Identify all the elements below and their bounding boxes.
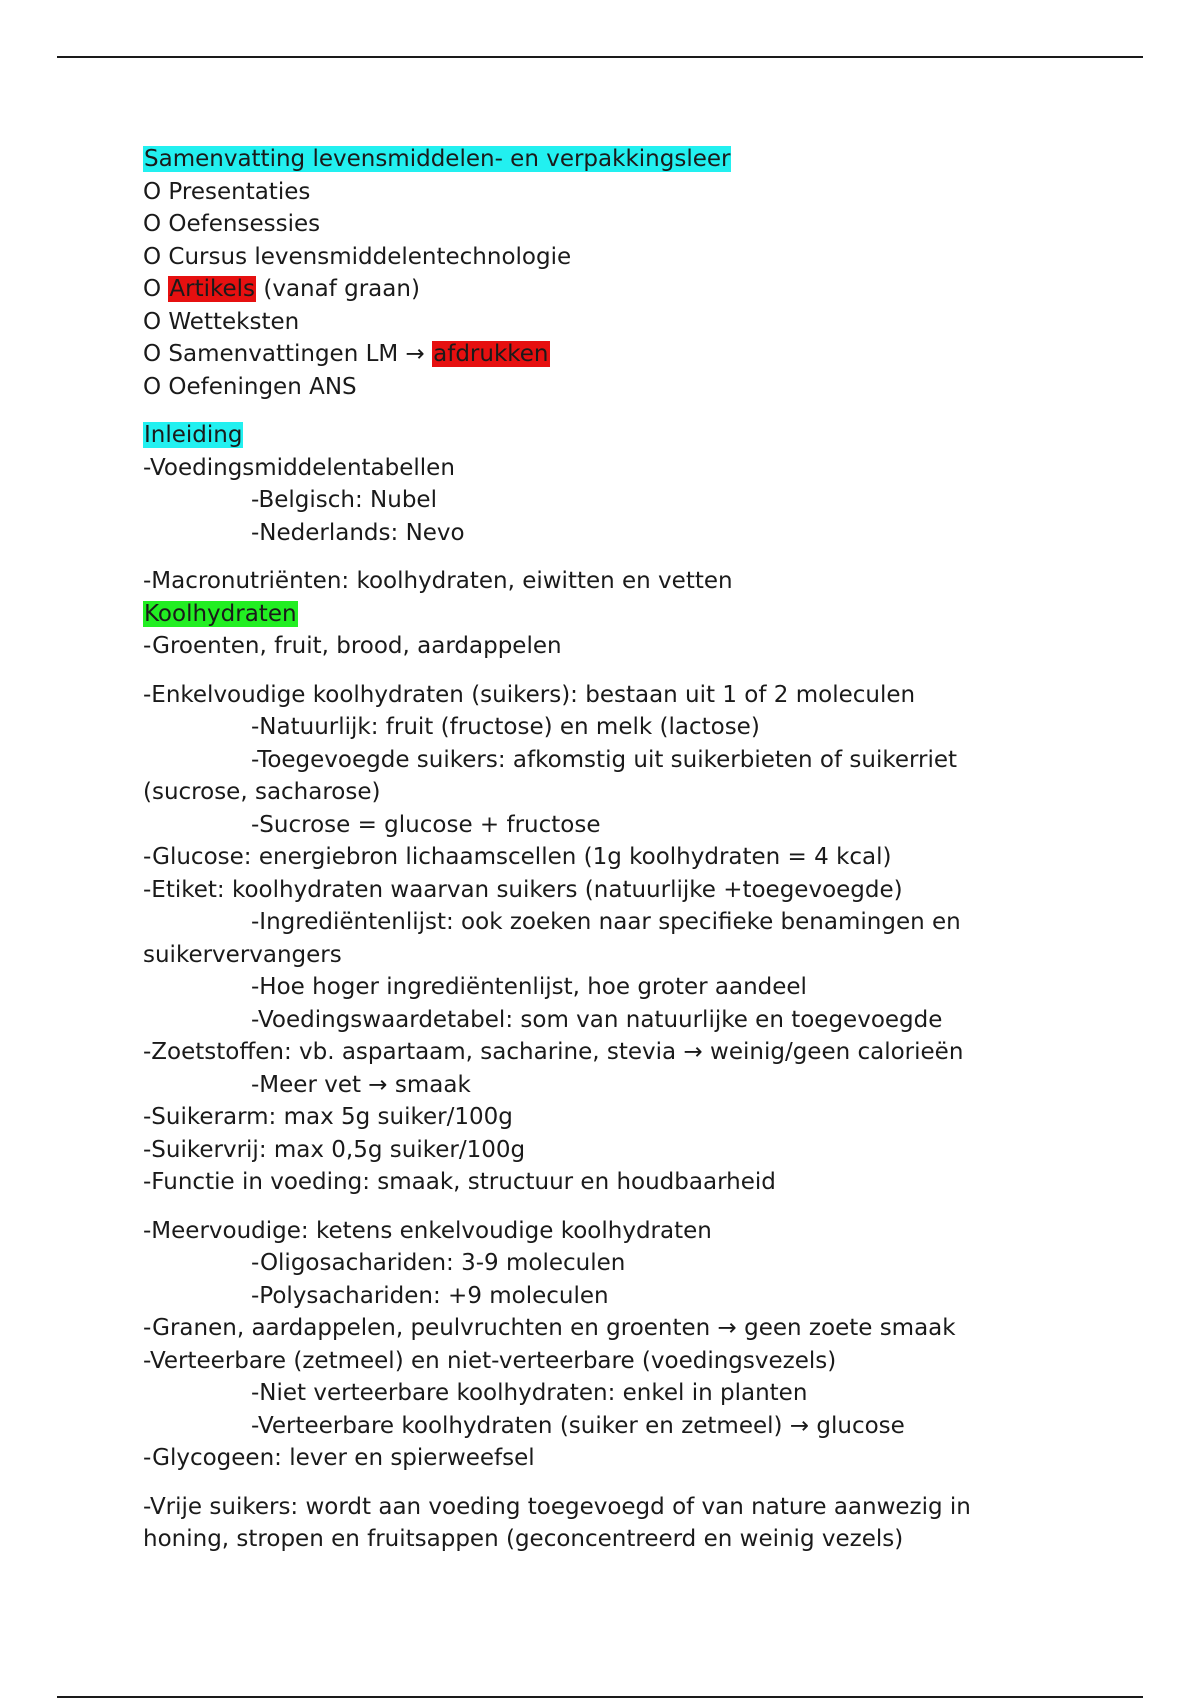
checklist-item-samenvattingen: O Samenvattingen LM → afdrukken: [143, 341, 549, 367]
header-rule: [57, 56, 1143, 58]
text-line: -Glucose: energiebron lichaamscellen (1g koolhydraten = 4 kcal): [143, 844, 892, 870]
text-line: -Voedingsmiddelentabellen: [143, 454, 455, 481]
text-line: -Hoe hoger ingrediëntenlijst, hoe groter aandeel: [251, 974, 807, 1000]
document-body: [143, 143, 1043, 1556]
text-line: -Meer vet → smaak: [251, 1071, 471, 1098]
artikels-highlight: Artikels: [169, 276, 256, 302]
text-line: -Macronutriënten: koolhydraten, eiwitten en vetten: [143, 568, 733, 594]
footer-rule: [57, 1696, 1143, 1698]
afdrukken-highlight: afdrukken: [433, 341, 549, 367]
text-line: -Suikerarm: max 5g suiker/100g: [143, 1104, 513, 1130]
checklist-item-wetteksten: O Wetteksten: [143, 308, 300, 335]
checklist-item-presentaties: O Presentaties: [143, 178, 311, 205]
text-line: -Suikervrij: max 0,5g suiker/100g: [143, 1136, 526, 1163]
text-line: -Niet verteerbare koolhydraten: enkel in planten: [251, 1380, 808, 1406]
text-line: -Enkelvoudige koolhydraten (suikers): bestaan uit 1 of 2 moleculen: [143, 681, 916, 708]
text-line: -Voedingswaardetabel: som van natuurlijke en toegevoegde: [251, 1006, 943, 1033]
text-line: suikervervangers: [143, 941, 342, 968]
text-line: -Sucrose = glucose + fructose: [251, 811, 601, 838]
text-line: -Oligosachariden: 3-9 moleculen: [251, 1250, 626, 1276]
text-line: -Granen, aardappelen, peulvruchten en groenten → geen zoete smaak: [143, 1315, 956, 1341]
text-line: -Etiket: koolhydraten waarvan suikers (natuurlijke +toegevoegde): [143, 876, 903, 903]
text-line: (sucrose, sacharose): [143, 779, 381, 805]
text-line: -Functie in voeding: smaak, structuur en houdbaarheid: [143, 1169, 776, 1195]
section-heading-inleiding: Inleiding: [144, 422, 243, 448]
text-line: -Glycogeen: lever en spierweefsel: [143, 1445, 535, 1471]
text-line: -Zoetstoffen: vb. aspartaam, sacharine, stevia → weinig/geen calorieën: [143, 1039, 964, 1065]
text-paragraph: -Vrije suikers: wordt aan voeding toegevoegd of van nature aanwezig in honing, stropen en fruitsappen (geconcentreerd en weinig vezels): [143, 1493, 971, 1552]
text-line: -Nederlands: Nevo: [251, 519, 465, 546]
text-line: -Groenten, fruit, brood, aardappelen: [143, 633, 562, 659]
document-title: Samenvatting levensmiddelen- en verpakkingsleer: [144, 146, 731, 172]
text-line: -Toegevoegde suikers: afkomstig uit suikerbieten of suikerriet: [251, 746, 958, 773]
checklist-item-oefeningen: O Oefeningen ANS: [143, 373, 357, 400]
text-line: -Meervoudige: ketens enkelvoudige koolhydraten: [143, 1217, 712, 1244]
checklist-item-artikels: O Artikels (vanaf graan): [143, 276, 420, 302]
text-line: -Verteerbare koolhydraten (suiker en zetmeel) → glucose: [251, 1412, 905, 1439]
text-line: -Natuurlijk: fruit (fructose) en melk (lactose): [251, 714, 760, 740]
text-line: -Belgisch: Nubel: [251, 487, 437, 513]
text-line: -Polysachariden: +9 moleculen: [251, 1282, 609, 1309]
checklist-item-cursus: O Cursus levensmiddelentechnologie: [143, 243, 572, 270]
section-heading-koolhydraten: Koolhydraten: [144, 600, 297, 627]
text-line: -Ingrediëntenlijst: ook zoeken naar specifieke benamingen en: [251, 909, 961, 935]
checklist-item-oefensessies: O Oefensessies: [143, 211, 321, 237]
text-line: -Verteerbare (zetmeel) en niet-verteerbare (voedingsvezels): [143, 1347, 837, 1374]
